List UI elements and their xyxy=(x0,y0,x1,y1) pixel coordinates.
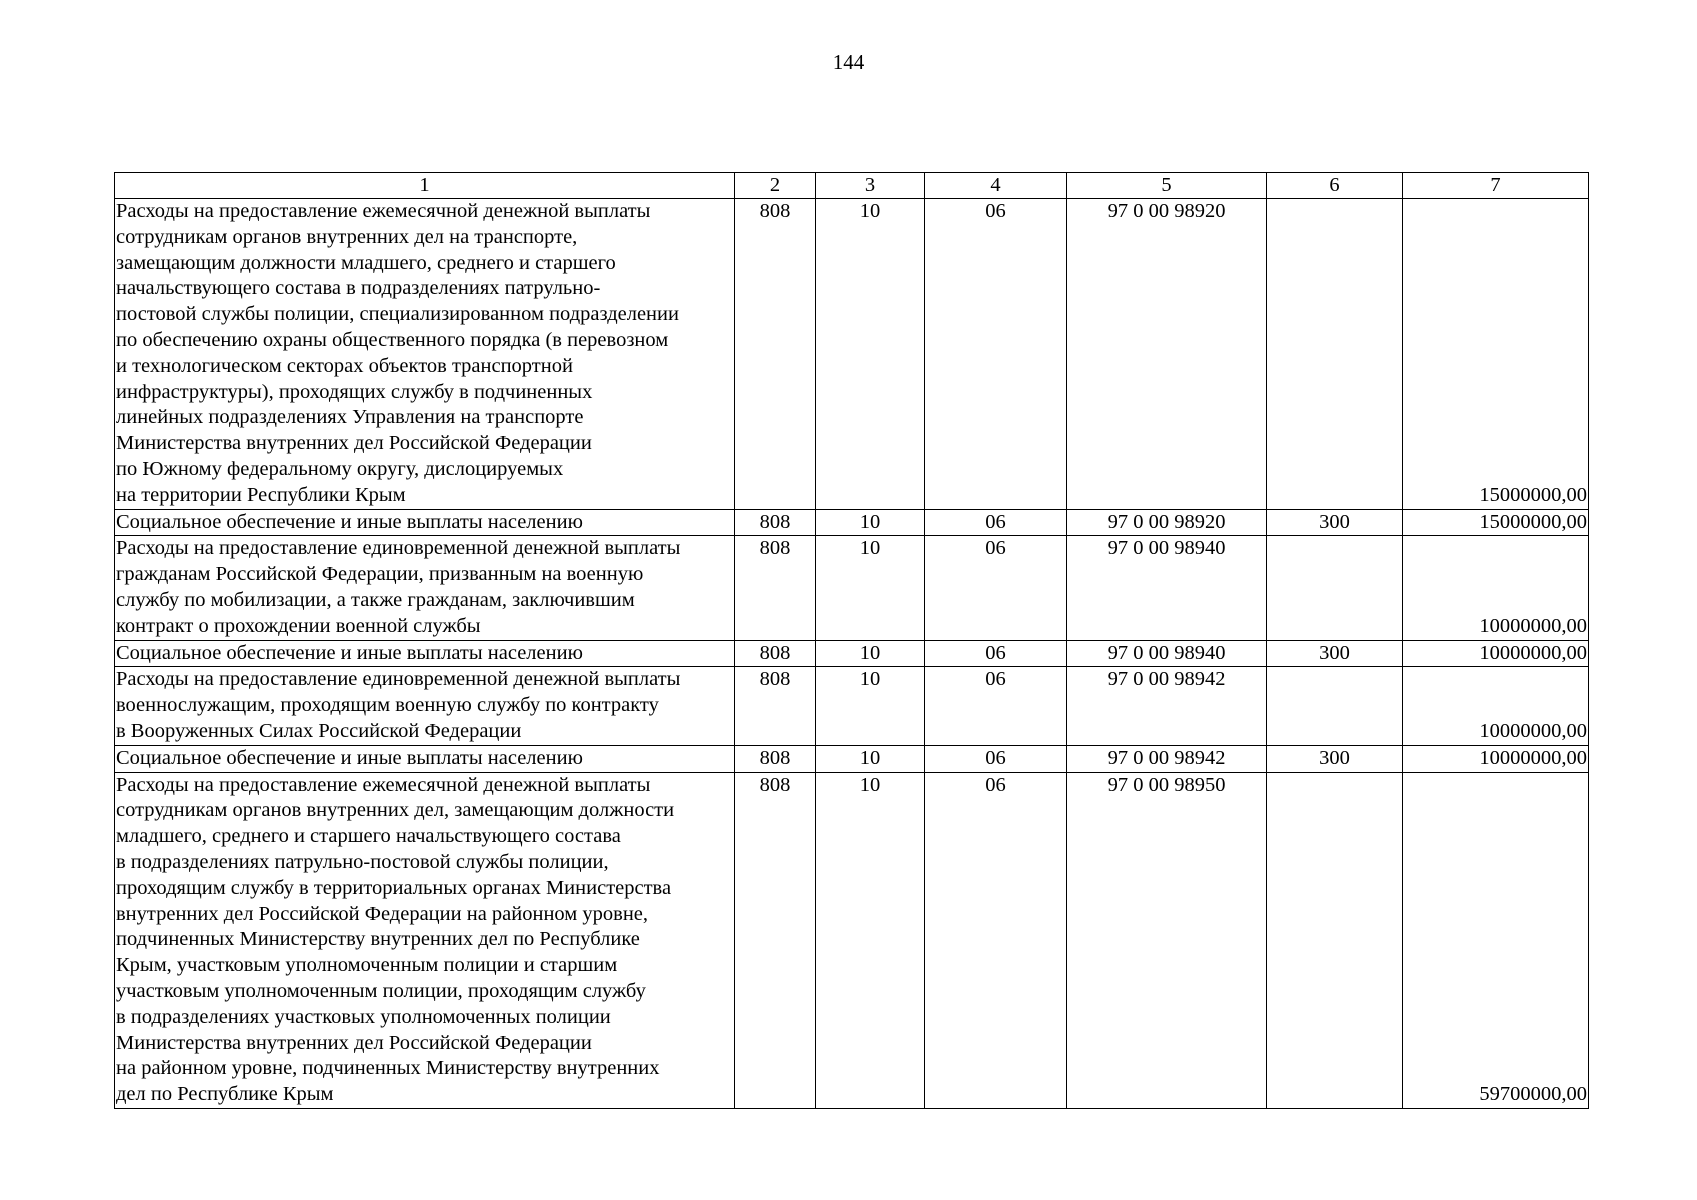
description-line: службу по мобилизации, а также гражданам, заключившим xyxy=(116,588,635,611)
description-line: Министерства внутренних дел Российской Федерации xyxy=(116,432,592,455)
subsection-code: 06 xyxy=(925,745,1067,772)
description-line: Министерства внутренних дел Российской Федерации xyxy=(116,1031,592,1054)
description-line: Крым, участковым уполномоченным полиции и старшим xyxy=(116,954,618,977)
subsection-code: 06 xyxy=(925,199,1067,510)
target-article-code: 97 0 00 98920 xyxy=(1067,509,1267,536)
description-line: Расходы на предоставление единовременной денежной выплаты xyxy=(116,537,681,560)
description-line: проходящим службу в территориальных органах Министерства xyxy=(116,876,672,899)
target-article-code: 97 0 00 98950 xyxy=(1067,772,1267,1108)
description-line: Социальное обеспечение и иные выплаты населению xyxy=(116,641,583,664)
description-line: сотрудникам органов внутренних дел на транспорте, xyxy=(116,225,578,248)
description-line: участковым уполномоченным полиции, проходящим службу xyxy=(116,979,646,1002)
subsection-code: 06 xyxy=(925,772,1067,1108)
expense-type-code xyxy=(1267,536,1403,640)
description-line: Социальное обеспечение и иные выплаты населению xyxy=(116,510,583,533)
column-header: 3 xyxy=(816,173,925,199)
expense-type-code xyxy=(1267,772,1403,1108)
row-description xyxy=(115,745,735,772)
amount: 10000000,00 xyxy=(1403,536,1589,640)
expense-type-code xyxy=(1267,667,1403,745)
column-header: 6 xyxy=(1267,173,1403,199)
description-line: инфраструктуры), проходящих службу в подчиненных xyxy=(116,380,593,403)
budget-table xyxy=(114,172,1589,1109)
table-row xyxy=(115,667,1589,745)
subsection-code: 06 xyxy=(925,667,1067,745)
description-line: в подразделениях участковых уполномоченных полиции xyxy=(116,1005,611,1028)
ministry-code: 808 xyxy=(735,536,816,640)
expense-type-code xyxy=(1267,199,1403,510)
section-code: 10 xyxy=(816,772,925,1108)
table-header-row xyxy=(115,173,1589,199)
expense-type-code: 300 xyxy=(1267,640,1403,667)
amount: 10000000,00 xyxy=(1403,640,1589,667)
description-line: гражданам Российской Федерации, призванным на военную xyxy=(116,563,644,586)
subsection-code: 06 xyxy=(925,509,1067,536)
row-description xyxy=(115,772,735,1108)
ministry-code: 808 xyxy=(735,772,816,1108)
column-header: 7 xyxy=(1403,173,1589,199)
row-description xyxy=(115,536,735,640)
row-description xyxy=(115,640,735,667)
target-article-code: 97 0 00 98942 xyxy=(1067,667,1267,745)
ministry-code: 808 xyxy=(735,745,816,772)
amount: 10000000,00 xyxy=(1403,667,1589,745)
amount: 15000000,00 xyxy=(1403,509,1589,536)
row-description xyxy=(115,199,735,510)
ministry-code: 808 xyxy=(735,509,816,536)
description-line: в подразделениях патрульно-постовой службы полиции, xyxy=(116,850,609,873)
description-line: и технологическом секторах объектов транспортной xyxy=(116,354,573,377)
section-code: 10 xyxy=(816,199,925,510)
description-line: на территории Республики Крым xyxy=(116,483,406,506)
ministry-code: 808 xyxy=(735,199,816,510)
amount: 59700000,00 xyxy=(1403,772,1589,1108)
ministry-code: 808 xyxy=(735,667,816,745)
table-row xyxy=(115,745,1589,772)
row-description xyxy=(115,667,735,745)
description-line: начальствующего состава в подразделениях патрульно- xyxy=(116,277,601,300)
row-description xyxy=(115,509,735,536)
target-article-code: 97 0 00 98940 xyxy=(1067,536,1267,640)
description-line: младшего, среднего и старшего начальствующего состава xyxy=(116,825,621,848)
description-line: в Вооруженных Силах Российской Федерации xyxy=(116,719,522,742)
description-line: внутренних дел Российской Федерации на районном уровне, xyxy=(116,902,649,925)
description-line: по обеспечению охраны общественного порядка (в перевозном xyxy=(116,328,669,351)
description-line: на районном уровне, подчиненных Министерству внутренних xyxy=(116,1057,660,1080)
table-row xyxy=(115,772,1589,1108)
description-line: по Южному федеральному округу, дислоцируемых xyxy=(116,457,564,480)
page-number: 144 xyxy=(832,50,865,74)
section-code: 10 xyxy=(816,667,925,745)
description-line: Расходы на предоставление ежемесячной денежной выплаты xyxy=(116,773,651,796)
table-row xyxy=(115,509,1589,536)
description-line: дел по Республике Крым xyxy=(116,1083,334,1106)
column-header: 5 xyxy=(1067,173,1267,199)
description-line: линейных подразделениях Управления на транспорте xyxy=(116,406,584,429)
target-article-code: 97 0 00 98940 xyxy=(1067,640,1267,667)
description-line: Расходы на предоставление единовременной денежной выплаты xyxy=(116,668,681,691)
description-line: замещающим должности младшего, среднего и старшего xyxy=(116,251,616,274)
table-row xyxy=(115,536,1589,640)
description-line: подчиненных Министерству внутренних дел по Республике xyxy=(116,928,640,951)
section-code: 10 xyxy=(816,640,925,667)
expense-type-code: 300 xyxy=(1267,745,1403,772)
column-header: 2 xyxy=(735,173,816,199)
ministry-code: 808 xyxy=(735,640,816,667)
subsection-code: 06 xyxy=(925,536,1067,640)
subsection-code: 06 xyxy=(925,640,1067,667)
description-line: Социальное обеспечение и иные выплаты населению xyxy=(116,746,583,769)
expense-type-code: 300 xyxy=(1267,509,1403,536)
amount: 15000000,00 xyxy=(1403,199,1589,510)
table-row xyxy=(115,640,1589,667)
target-article-code: 97 0 00 98920 xyxy=(1067,199,1267,510)
column-header: 1 xyxy=(115,173,735,199)
table-row xyxy=(115,199,1589,510)
description-line: военнослужащим, проходящим военную службу по контракту xyxy=(116,694,659,717)
section-code: 10 xyxy=(816,509,925,536)
section-code: 10 xyxy=(816,745,925,772)
description-line: сотрудникам органов внутренних дел, замещающим должности xyxy=(116,799,675,822)
description-line: контракт о прохождении военной службы xyxy=(116,614,481,637)
column-header: 4 xyxy=(925,173,1067,199)
description-line: постовой службы полиции, специализированном подразделении xyxy=(116,303,679,326)
section-code: 10 xyxy=(816,536,925,640)
description-line: Расходы на предоставление ежемесячной денежной выплаты xyxy=(116,200,651,222)
target-article-code: 97 0 00 98942 xyxy=(1067,745,1267,772)
amount: 10000000,00 xyxy=(1403,745,1589,772)
